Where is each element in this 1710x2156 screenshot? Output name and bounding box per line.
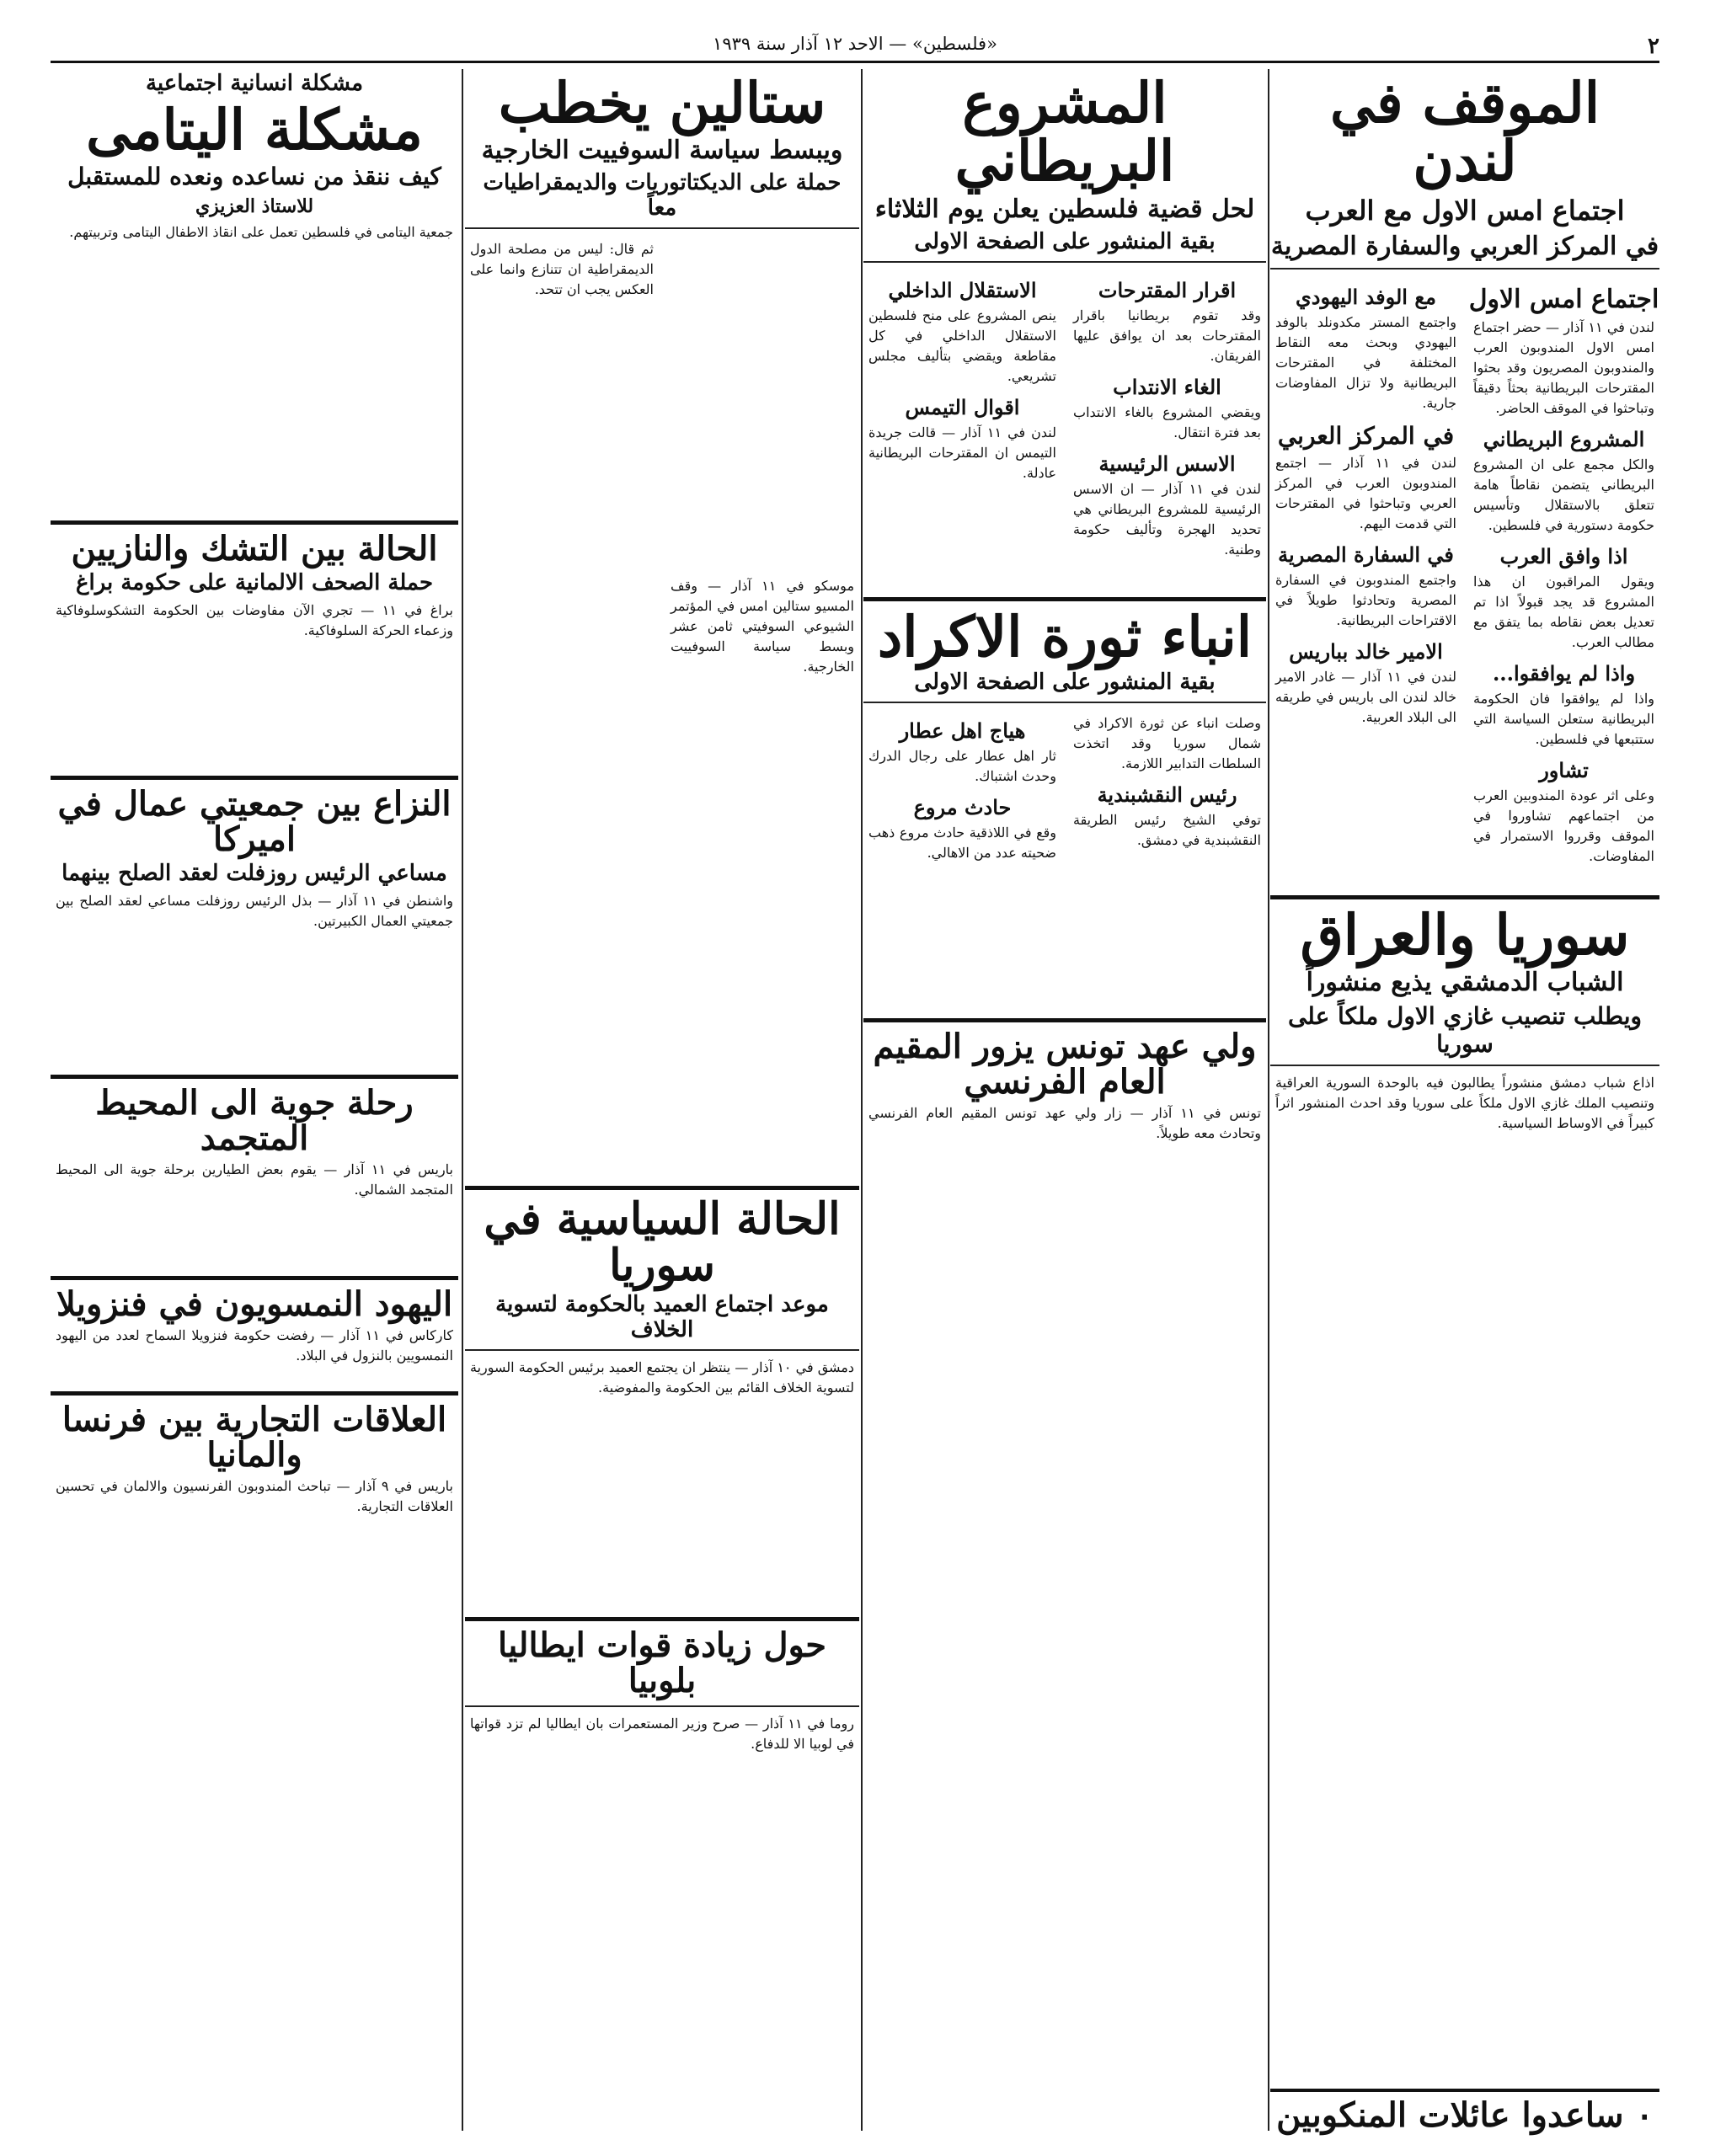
naqshbandi-title: رئيس النقشبندية — [1097, 782, 1237, 807]
accident-text: وقع في اللاذقية حادث مروع ذهب ضحيته عدد من الاهالي. — [868, 824, 1056, 861]
column-divider — [861, 69, 863, 2131]
project-sub-column-left — [863, 270, 1061, 563]
jewish-delegation-title: مع الوفد اليهودي — [1296, 284, 1436, 309]
italy-libya-text: روما في ١١ آذار — صرح وزير المستعمرات بان ايطاليا لم تزد قواتها في لوبيا الا للدفاع. — [470, 1716, 854, 1753]
divider — [863, 1018, 1266, 1022]
stalin-sub-column-left — [465, 236, 659, 680]
column-british-project — [863, 69, 1266, 2131]
london-headline: الموقف في لندن — [1329, 70, 1600, 195]
orphans-subhead: كيف ننقذ من نساعده ونعده للمستقبل — [67, 163, 441, 191]
london-sub-column-right — [1468, 276, 1659, 870]
france-germany-headline: العلاقات التجارية بين فرنسا والمانيا — [61, 1400, 447, 1476]
stalin-sub-columns — [465, 236, 859, 680]
arctic-flight-text: باريس في ١١ آذار — يقوم بعض الطيارين برحلة جوية الى المحيط المتجمد الشمالي. — [56, 1161, 454, 1198]
syria-politics-headline: الحالة السياسية في سوريا — [484, 1193, 841, 1291]
divider — [51, 1276, 458, 1280]
arctic-flight-headline: رحلة جوية الى المحيط المتجمد — [95, 1083, 414, 1159]
british-project-subhead-2: بقية المنشور على الصفحة الاولى — [914, 228, 1216, 254]
approval-text: وقد تقوم بريطانيا باقرار المقترحات بعد ان يوافق عليها الفريقان. — [1073, 307, 1261, 364]
arab-center-text: لندن في ١١ آذار — اجتمع المندوبون العرب في المركز العربي وتباحثوا في المقترحات التي قدمت اليهم. — [1275, 454, 1456, 531]
british-project-headline: المشروع البريطاني — [954, 70, 1175, 195]
naqshbandi-text: توفي الشيخ رئيس الطريقة النقشبندية في دمشق. — [1073, 811, 1261, 848]
times-text: لندن في ١١ آذار — قالت جريدة التيمس ان المقترحات البريطانية عادلة. — [868, 424, 1056, 481]
orphans-text: جمعية اليتامى في فلسطين تعمل على انقاذ الاطفال اليتامى وتربيتهم. — [69, 224, 453, 241]
tunis-headline: ولي عهد تونس يزور المقيم العام الفرنسي — [873, 1026, 1257, 1102]
syria-iraq-text: اذاع شباب دمشق منشوراً يطالبون فيه بالوحدة السورية العراقية وتنصيب الملك غازي الاول ملكاً على سوريا وقد احدث المنشور اثراً كبيراً في الاوساط السياسية. — [1275, 1074, 1654, 1131]
divider — [465, 1349, 859, 1351]
syria-iraq-headline: سوريا والعراق — [1300, 901, 1630, 968]
main-principles-text: لندن في ١١ آذار — ان الاسس الرئيسية للمشروع البريطاني هي تحديد الهجرة وتأليف حكومة وطنية. — [1073, 480, 1261, 558]
times-title: اقوال التيمس — [905, 394, 1020, 419]
dateline: «فلسطين» — الاحد ١٢ آذار سنة ١٩٣٩ — [713, 34, 997, 54]
consultation-text: وعلى اثر عودة المندوبين العرب من اجتماعهم تشاوروا في الموقف وقرروا الاستمرار في المفاوضات. — [1473, 787, 1654, 864]
column-london — [1270, 69, 1659, 1137]
egyptian-embassy-text: واجتمع المندوبون في السفارة المصرية وتحادثوا طويلاً في الاقتراحات البريطانية. — [1275, 571, 1456, 628]
kurds-sub-column-left — [863, 710, 1061, 867]
london-sub-columns — [1270, 276, 1659, 870]
self-rule-text: ينص المشروع على منح فلسطين الاستقلال الداخلي في كل مقاطعة ويقضي بتأليف مجلس تشريعي. — [868, 307, 1056, 384]
london-subhead-2: في المركز العربي والسفارة المصرية — [1270, 231, 1659, 261]
if-not-agree-text: واذا لم يوافقوا فان الحكومة البريطانية ستعلن السياسة التي ستتبعها في فلسطين. — [1473, 690, 1654, 747]
london-subhead-1: اجتماع امس الاول مع العرب — [1305, 194, 1625, 227]
arab-center-title: في المركز العربي — [1277, 421, 1455, 450]
column-stalin — [465, 69, 859, 2131]
divider — [1270, 895, 1659, 899]
mandate-end-text: ويقضي المشروع بالغاء الانتداب بعد فترة انتقال. — [1073, 403, 1261, 440]
british-project-text: والكل مجمع على ان المشروع البريطاني يتضمن نقاطاً هامة تتعلق بالاستقلال وتأسيس حكومة دستورية في فلسطين. — [1473, 456, 1654, 533]
blank-space — [665, 236, 859, 573]
syria-iraq-subhead-2: ويطلب تنصيب غازي الاول ملكاً على سوريا — [1287, 1001, 1643, 1058]
consultation-title: تشاور — [1539, 757, 1589, 782]
stalin-text-2: ثم قال: ليس من مصلحة الدول الديمقراطية ان تتنازع وانما على العكس يجب ان تتحد. — [470, 241, 654, 298]
attar-text: ثار اهل عطار على رجال الدرك وحدث اشتباك. — [868, 747, 1056, 784]
kurds-text: وصلت انباء عن ثورة الاكراد في شمال سوريا وقد اتخذت السلطات التدابير اللازمة. — [1073, 714, 1261, 771]
project-sub-column-right — [1068, 270, 1266, 563]
kurds-sub-columns — [863, 710, 1266, 867]
divider — [863, 702, 1266, 703]
masthead-rule — [51, 61, 1659, 63]
footer-appeal: ٠ ساعدوا عائلات المنكوبين — [1276, 2095, 1654, 2135]
prince-khaled-text: لندن في ١١ آذار — غادر الامير خالد لندن الى باريس في طريقه الى البلاد العربية. — [1275, 668, 1456, 725]
egyptian-embassy-title: في السفارة المصرية — [1278, 542, 1454, 567]
column-divider — [1268, 69, 1269, 2131]
approval-title: اقرار المقترحات — [1098, 277, 1237, 302]
kurds-subhead: بقية المنشور على الصفحة الاولى — [914, 669, 1216, 695]
divider — [1270, 1065, 1659, 1066]
divider — [1270, 268, 1659, 270]
divider — [465, 1705, 859, 1707]
project-sub-columns — [863, 270, 1266, 563]
syria-politics-subhead: موعد اجتماع العميد بالحكومة لتسوية الخلاف — [495, 1292, 829, 1343]
jewish-delegation-text: واجتمع المستر مكدونلد بالوفد اليهودي وبحث معه النقاط المختلفة في المقترحات البريطانية ولا تزال المفاوضات جارية. — [1275, 313, 1456, 411]
mandate-end-title: الغاء الانتداب — [1113, 374, 1221, 399]
stalin-headline: ستالين يخطب — [498, 70, 826, 136]
stalin-subhead-2: حملة على الديكتاتوريات والديمقراطيات معاً — [483, 170, 842, 221]
tunis-text: تونس في ١١ آذار — زار ولي عهد تونس المقيم العام الفرنسي وتحادث معه طويلاً. — [868, 1104, 1261, 1141]
venezuela-headline: اليهود النمسويون في فنزويلا — [56, 1284, 453, 1325]
us-labor-text: واشنطن في ١١ آذار — بذل الرئيس روزفلت مساعي لعقد الصلح بين جمعيتي العمال الكبيرتين. — [56, 893, 453, 930]
attar-title: هياج اهل عطار — [899, 718, 1026, 743]
if-arabs-agree-title: اذا وافق العرب — [1499, 543, 1628, 568]
us-labor-headline: النزاع بين جمعيتي عمال في اميركا — [57, 784, 452, 860]
orphans-author: للاستاذ العزيزي — [195, 195, 314, 218]
us-labor-subhead: مساعي الرئيس روزفلت لعقد الصلح بينهما — [61, 861, 447, 887]
masthead — [51, 34, 1659, 59]
divider — [863, 597, 1266, 601]
france-germany-text: باريس في ٩ آذار — تباحث المندوبون الفرنسيون والالمان في تحسين العلاقات التجارية. — [56, 1478, 453, 1515]
divider — [863, 261, 1266, 263]
kurds-headline: انباء ثورة الاكراد — [877, 603, 1253, 670]
divider — [51, 1391, 458, 1396]
stalin-subhead-1: ويبسط سياسة السوفييت الخارجية — [481, 136, 843, 166]
if-not-agree-title: واذا لم يوافقوا... — [1492, 660, 1636, 686]
czech-text: براغ في ١١ — تجري الآن مفاوضات بين الحكومة التشكوسلوفاكية وزعماء الحركة السلوفاكية. — [56, 602, 453, 639]
czech-headline: الحالة بين التشك والنازيين — [71, 529, 438, 569]
stalin-text-1: موسكو في ١١ آذار — وقف المسيو ستالين امس في المؤتمر الشيوعي السوفيتي ثامن عشر وبسط سياسة السوفييت الخارجية. — [671, 578, 855, 675]
british-project-title: المشروع البريطاني — [1483, 426, 1645, 451]
accident-title: حادث مروع — [913, 794, 1012, 819]
meeting-title: اجتماع امس الاول — [1468, 284, 1659, 314]
london-sub-column-left — [1270, 276, 1462, 870]
main-principles-title: الاسس الرئيسية — [1098, 451, 1236, 476]
divider — [51, 776, 458, 780]
prince-khaled-title: الامير خالد بباريس — [1289, 638, 1443, 664]
italy-libya-headline: حول زيادة قوات ايطاليا بلوبيا — [498, 1625, 826, 1701]
divider — [465, 227, 859, 229]
if-arabs-agree-text: ويقول المراقبون ان هذا المشروع قد يجد قبولاً اذا تم تعديل بعض نقاطه بما يتفق مع مطالب العرب. — [1473, 573, 1654, 650]
syria-iraq-subhead-1: الشباب الدمشقي يذيع منشوراً — [1306, 967, 1624, 997]
column-orphans — [51, 69, 458, 2131]
divider — [51, 1075, 458, 1079]
divider — [465, 1186, 859, 1190]
stalin-sub-column-right — [665, 236, 859, 680]
divider — [51, 520, 458, 525]
british-project-subhead-1: لحل قضية فلسطين يعلن يوم الثلاثاء — [874, 194, 1255, 224]
divider — [1270, 2089, 1659, 2092]
syria-politics-text: دمشق في ١٠ آذار — ينتظر ان يجتمع العميد برئيس الحكومة السورية لتسوية الخلاف القائم بين الحكومة والمفوضية. — [470, 1359, 855, 1396]
page-number: ٢ — [1648, 34, 1659, 59]
orphans-kicker: مشكلة انسانية اجتماعية — [145, 71, 364, 96]
orphans-headline: مشكلة اليتامى — [86, 97, 423, 163]
column-divider — [462, 69, 463, 2131]
venezuela-text: كاركاس في ١١ آذار — رفضت حكومة فنزويلا السماح لعدد من اليهود النمسويين بالنزول في البلاد. — [56, 1327, 453, 1364]
kurds-sub-column-right — [1068, 710, 1266, 867]
divider — [465, 1617, 859, 1621]
meeting-text: لندن في ١١ آذار — حضر اجتماع امس الاول المندوبون العرب والمندوبون المصريون وقد بحثوا المقترحات البريطانية بحثاً دقيقاً وتباحثوا في الموقف الحاضر. — [1473, 318, 1654, 416]
czech-subhead: حملة الصحف الالمانية على حكومة براغ — [75, 570, 434, 596]
self-rule-title: الاستقلال الداخلي — [888, 277, 1037, 302]
